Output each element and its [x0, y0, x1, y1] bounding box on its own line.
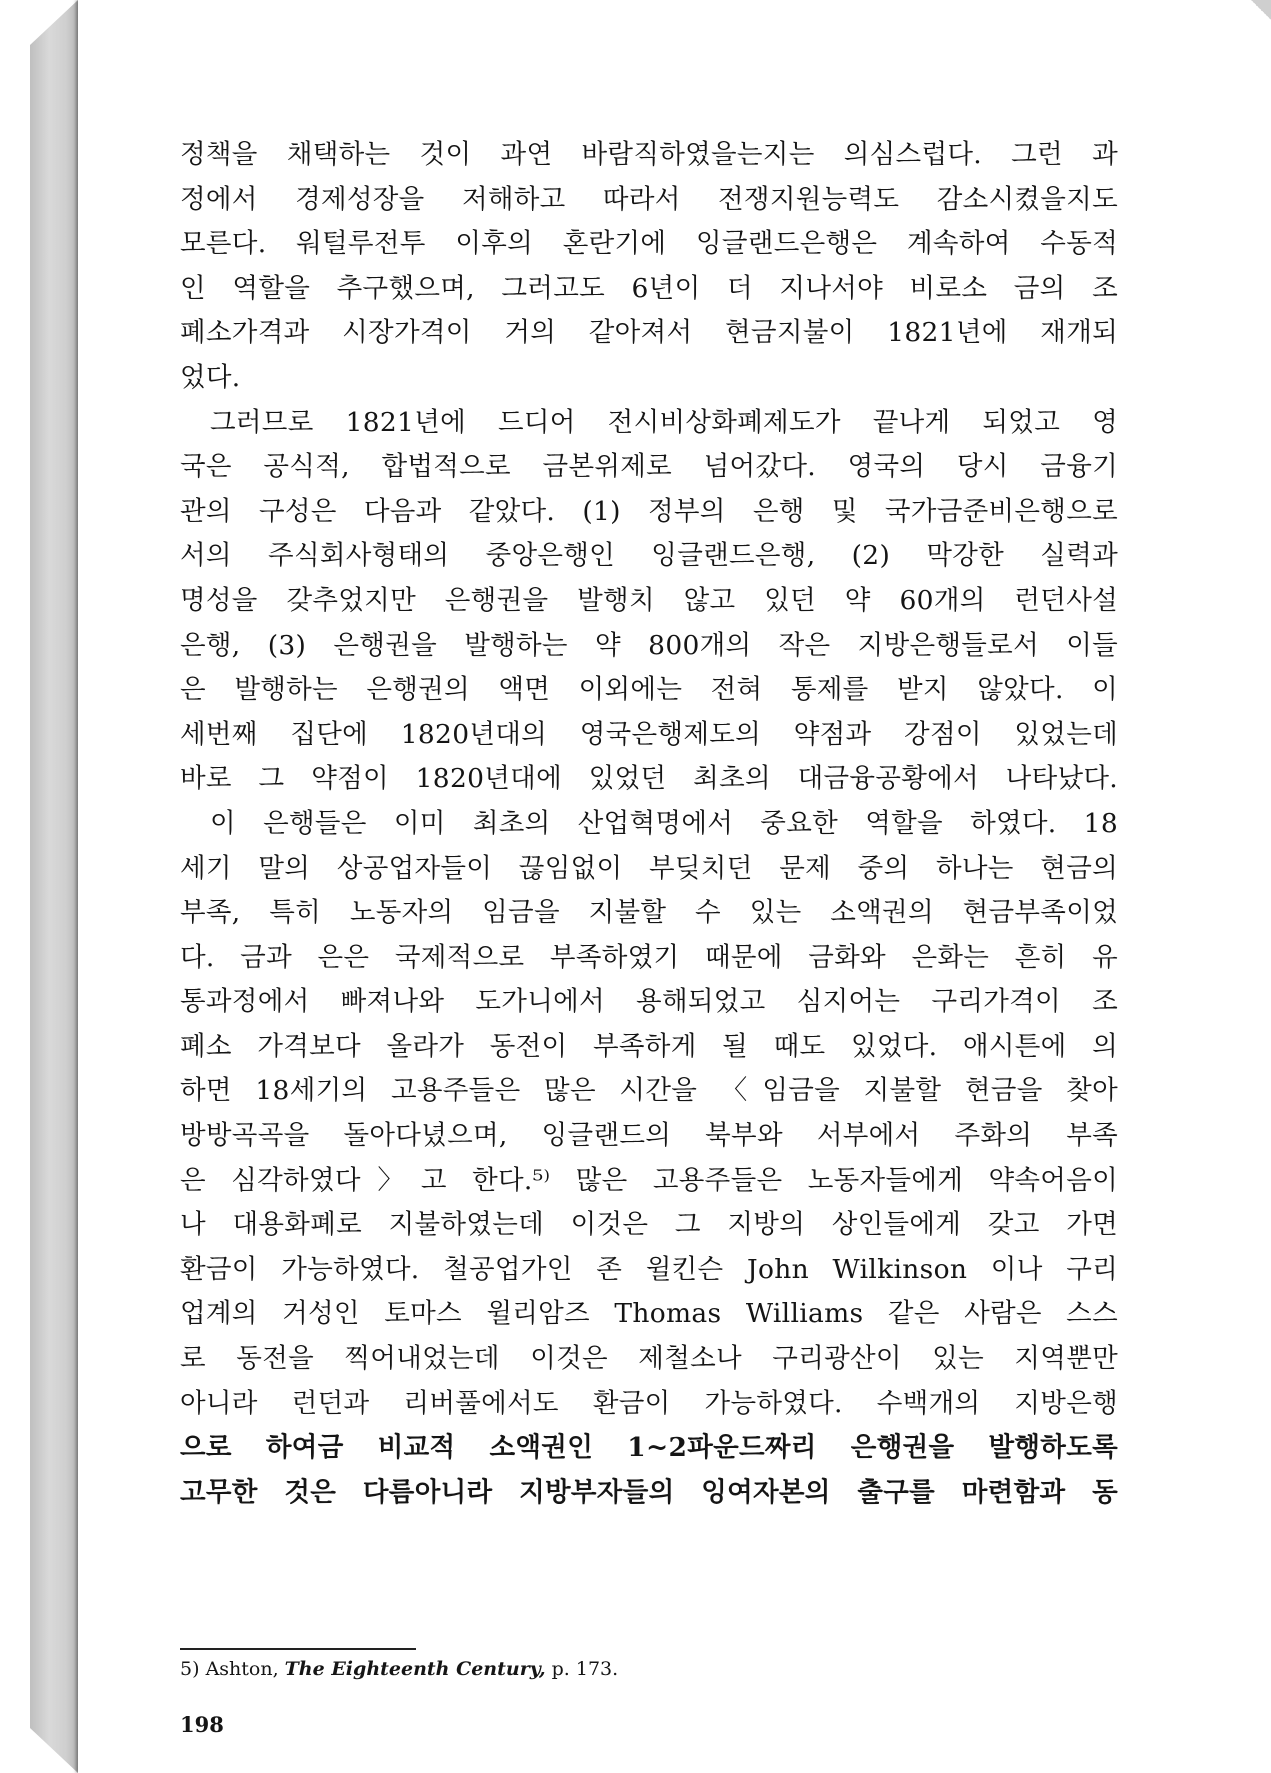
text-line: 로 동전을 찍어내었는데 이것은 제철소나 구리광산이 있는 지역뿐만	[180, 1343, 1118, 1375]
text-line: 정에서 경제성장을 저해하고 따라서 전쟁지원능력도 감소시켰을지도	[180, 183, 1118, 215]
text-line: 다. 금과 은은 국제적으로 부족하였기 때문에 금화와 은화는 흔히 유	[180, 941, 1118, 973]
text-line: 폐소가격과 시장가격이 거의 같아져서 현금지불이 1821년에 재개되	[180, 317, 1118, 349]
text-line: 모른다. 워털루전투 이후의 혼란기에 잉글랜드은행은 계속하여 수동적	[180, 228, 1118, 260]
body-text	[180, 133, 1118, 1515]
text-line: 으로 하여금 비교적 소액권인 1~2파운드짜리 은행권을 발행하도록	[180, 1432, 1118, 1464]
text-line: 서의 주식회사형태의 중앙은행인 잉글랜드은행, (2) 막강한 실력과	[180, 540, 1118, 572]
text-line: 국은 공식적, 합법적으로 금본위제로 넘어갔다. 영국의 당시 금융기	[180, 451, 1118, 483]
text-line: 었다.	[180, 361, 241, 393]
text-line: 이 은행들은 이미 최초의 산업혁명에서 중요한 역할을 하였다. 18	[210, 807, 1118, 839]
text-line: 폐소 가격보다 올라가 동전이 부족하게 될 때도 있었다. 애시튼에 의	[180, 1030, 1118, 1062]
text-line: 하면 18세기의 고용주들은 많은 시간을 〈임금을 지불할 현금을 찾아	[180, 1075, 1118, 1107]
text-line: 인 역할을 추구했으며, 그러고도 6년이 더 지나서야 비로소 금의 조	[180, 272, 1118, 304]
book-spine	[30, 0, 78, 1773]
text-line: 업계의 거성인 토마스 윌리암즈 Thomas Williams 같은 사람은 스스	[180, 1298, 1118, 1330]
text-line: 그러므로 1821년에 드디어 전시비상화폐제도가 끝나게 되었고 영	[210, 406, 1118, 438]
text-line: 은 심각하였다〉고 한다.⁵⁾ 많은 고용주들은 노동자들에게 약속어음이	[180, 1164, 1118, 1196]
text-line: 은행, (3) 은행권을 발행하는 약 800개의 작은 지방은행들로서 이들	[180, 629, 1118, 661]
page-corner-mark	[1251, 0, 1271, 20]
text-line: 부족, 특히 노동자의 임금을 지불할 수 있는 소액권의 현금부족이었	[180, 897, 1118, 929]
text-line: 세번째 집단에 1820년대의 영국은행제도의 약점과 강점이 있었는데	[180, 718, 1118, 750]
footnote-page: p. 173.	[551, 1658, 619, 1680]
footnote-number: 5)	[180, 1658, 200, 1680]
footnote-author: Ashton,	[205, 1658, 279, 1680]
text-line: 방방곡곡을 돌아다녔으며, 잉글랜드의 북부와 서부에서 주화의 부족	[180, 1120, 1118, 1152]
text-line: 환금이 가능하였다. 철공업가인 존 윌킨슨 John Wilkinson 이나 구리	[180, 1253, 1118, 1285]
page-number: 198	[180, 1712, 224, 1737]
text-line: 관의 구성은 다음과 같았다. (1) 정부의 은행 및 국가금준비은행으로	[180, 495, 1118, 527]
footnote-title: The Eighteenth Century,	[284, 1658, 546, 1680]
text-line: 세기 말의 상공업자들이 끊임없이 부딪치던 문제 중의 하나는 현금의	[180, 852, 1118, 884]
text-line: 나 대용화폐로 지불하였는데 이것은 그 지방의 상인들에게 갖고 가면	[180, 1209, 1118, 1241]
text-line: 은 발행하는 은행권의 액면 이외에는 전혀 통제를 받지 않았다. 이	[180, 674, 1118, 706]
footnote	[180, 1658, 618, 1680]
text-line: 바로 그 약점이 1820년대에 있었던 최초의 대금융공황에서 나타났다.	[180, 763, 1118, 795]
text-line: 고무한 것은 다름아니라 지방부자들의 잉여자본의 출구를 마련함과 동	[180, 1476, 1118, 1508]
text-line: 통과정에서 빠져나와 도가니에서 용해되었고 심지어는 구리가격이 조	[180, 986, 1118, 1018]
text-line: 정책을 채택하는 것이 과연 바람직하였을는지는 의심스럽다. 그런 과	[180, 139, 1118, 170]
text-line: 아니라 런던과 리버풀에서도 환금이 가능하였다. 수백개의 지방은행	[180, 1387, 1118, 1419]
footnote-rule	[180, 1648, 416, 1650]
text-line: 명성을 갖추었지만 은행권을 발행치 않고 있던 약 60개의 런던사설	[180, 584, 1118, 616]
